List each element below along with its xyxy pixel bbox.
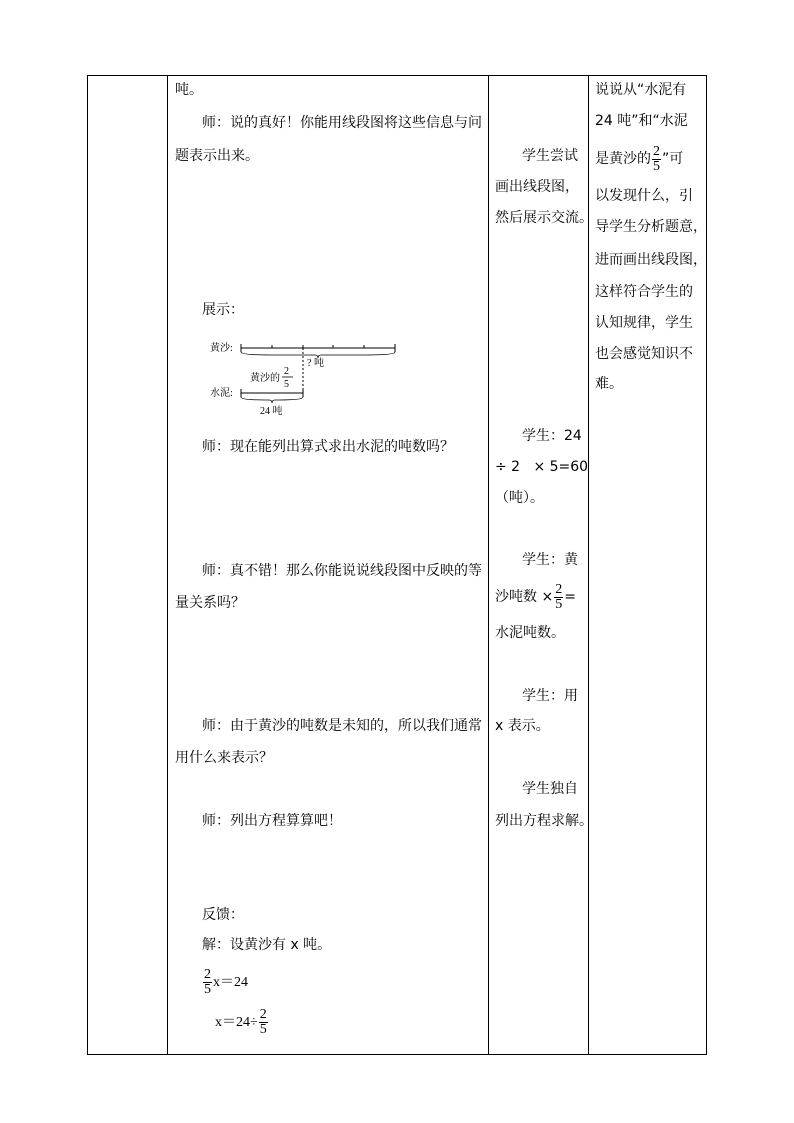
col-divider-2 bbox=[488, 75, 489, 1055]
fraction-numerator: 2 bbox=[284, 366, 289, 377]
student-activity-2: 学生独自 bbox=[522, 781, 578, 797]
teacher-prompt-3: 师：真不错！那么你能说说线段图中反映的等 bbox=[202, 563, 482, 579]
sand-label: 黄沙: bbox=[210, 343, 233, 354]
teacher-prompt-5: 师：列出方程算算吧！ bbox=[202, 813, 342, 829]
text-line: 列出方程求解。 bbox=[495, 813, 593, 829]
text-line: 量关系吗？ bbox=[175, 595, 245, 611]
equation-text: x＝24÷ bbox=[215, 1015, 258, 1030]
equation-1 bbox=[202, 963, 248, 1003]
show-label: 展示： bbox=[202, 302, 244, 318]
fraction-denominator: 5 bbox=[259, 1022, 267, 1038]
text-line: 题表示出来。 bbox=[175, 148, 259, 164]
student-answer-3: 学生：用 bbox=[522, 688, 578, 704]
text-fragment: = bbox=[564, 589, 576, 605]
intent-line: 这样符合学生的 bbox=[595, 284, 693, 300]
table-bottom-border bbox=[87, 1054, 707, 1055]
line-segment-diagram bbox=[205, 333, 405, 419]
teacher-prompt-1: 师：说的真好！你能用线段图将这些信息与问 bbox=[202, 115, 482, 131]
cement-label: 水泥: bbox=[210, 388, 233, 399]
fraction-prefix: 黄沙的 bbox=[250, 373, 280, 384]
equation-text: x＝24 bbox=[213, 975, 248, 990]
fraction-numerator: 2 bbox=[259, 1007, 267, 1023]
text-line: 然后展示交流。 bbox=[495, 210, 593, 226]
fraction-denominator: 5 bbox=[555, 596, 563, 612]
text-fragment: 是黄沙的 bbox=[595, 151, 651, 167]
col-divider-1 bbox=[167, 75, 168, 1055]
unknown-tons-label: ? 吨 bbox=[307, 358, 324, 369]
table-left-border bbox=[87, 75, 88, 1055]
fraction-denominator: 5 bbox=[204, 982, 211, 998]
fraction-numerator: 2 bbox=[555, 581, 563, 597]
student-activity-1: 学生尝试 bbox=[522, 148, 578, 164]
table-top-border bbox=[87, 75, 707, 76]
intent-line: 进而画出线段图， bbox=[595, 252, 707, 268]
student-answer-2: 学生：黄 bbox=[522, 552, 578, 568]
intent-line: 认知规律，学生 bbox=[595, 315, 693, 331]
teacher-prompt-4: 师：由于黄沙的吨数是未知的，所以我们通常 bbox=[202, 718, 482, 734]
relation-line bbox=[495, 577, 576, 617]
intent-line: 也会感觉知识不 bbox=[595, 346, 693, 362]
text-line: 画出线段图， bbox=[495, 179, 579, 195]
equation-2 bbox=[215, 1003, 269, 1043]
text-line: ÷ 2 × 5=60 bbox=[495, 459, 589, 475]
text-line: 吨。 bbox=[175, 82, 203, 98]
text-fragment: ”可 bbox=[662, 151, 684, 167]
intent-line: 24 吨”和“水泥 bbox=[595, 113, 688, 129]
fraction-denominator: 5 bbox=[653, 158, 660, 174]
solution-line: 解：设黄沙有 x 吨。 bbox=[202, 937, 332, 953]
intent-line: 说说从“水泥有 bbox=[595, 82, 687, 98]
teacher-prompt-2: 师：现在能列出算式求出水泥的吨数吗？ bbox=[202, 439, 454, 455]
text-line: 用什么来表示？ bbox=[175, 750, 273, 766]
intent-line: 导学生分析题意， bbox=[595, 219, 707, 235]
text-fragment: 沙吨数 × bbox=[495, 589, 554, 605]
text-line: （吨）。 bbox=[495, 490, 544, 506]
tons-label: 24 吨 bbox=[260, 406, 283, 417]
cement-segment bbox=[241, 389, 303, 403]
intent-line bbox=[595, 139, 683, 179]
text-line: x 表示。 bbox=[495, 718, 550, 734]
intent-line: 难。 bbox=[595, 376, 623, 392]
text-line: 水泥吨数。 bbox=[495, 625, 565, 641]
feedback-label: 反馈： bbox=[202, 907, 244, 923]
fraction-numerator: 2 bbox=[653, 143, 660, 159]
sand-segment bbox=[241, 344, 395, 358]
fraction-numerator: 2 bbox=[204, 967, 211, 983]
intent-line: 以发现什么，引 bbox=[595, 188, 693, 204]
fraction-denominator: 5 bbox=[284, 379, 289, 390]
student-answer-1: 学生：24 bbox=[522, 428, 582, 444]
